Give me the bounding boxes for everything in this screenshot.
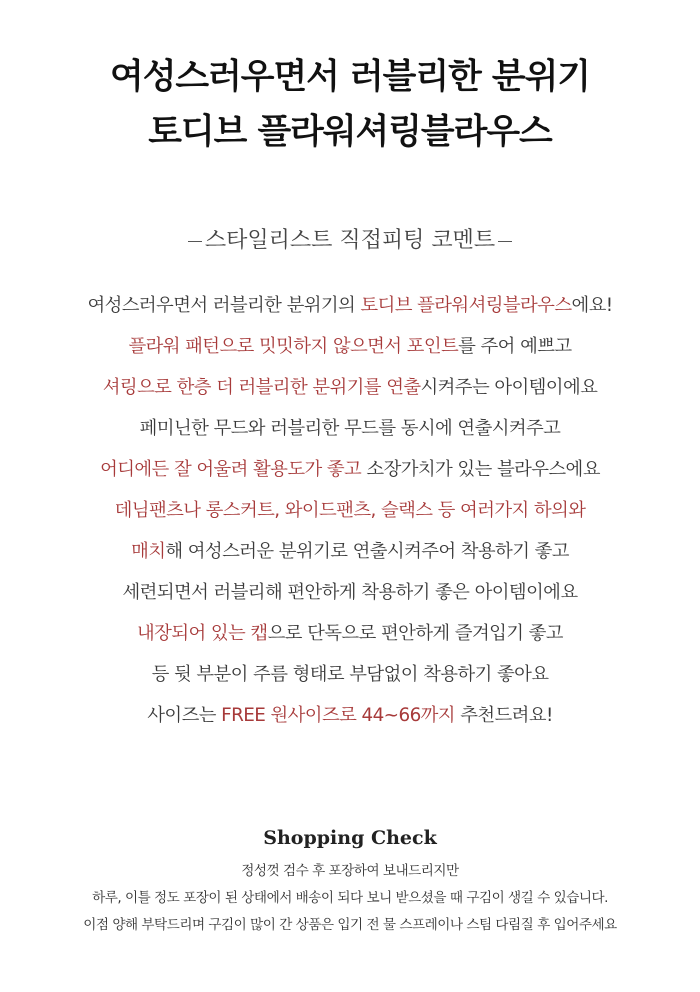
comment-line [0, 572, 700, 613]
comment-line [0, 285, 700, 326]
comment-text: 소장가치가 있는 블라우스에요 [361, 459, 600, 480]
highlighted-text: 플라워 패턴으로 밋밋하지 않으면서 포인트 [128, 336, 459, 357]
comment-text: 해 여성스러운 분위기로 연출시켜주어 착용하기 좋고 [165, 541, 569, 562]
highlighted-text: 어디에든 잘 어울려 활용도가 좋고 [100, 459, 362, 480]
comment-line [0, 654, 700, 695]
title-line-1: 여성스러우면서 러블리한 분위기 [110, 57, 590, 97]
shopping-check-title: Shopping Check [263, 827, 437, 849]
left-dash [188, 241, 202, 242]
comment-text: 등 뒷 부분이 주름 형태로 부담없이 착용하기 좋아요 [151, 664, 549, 685]
highlighted-text: 셔링으로 한층 더 러블리한 분위기를 연출 [102, 377, 421, 398]
comment-line [0, 326, 700, 367]
comment-text: 세련되면서 러블리해 편안하게 착용하기 좋은 아이템이에요 [122, 582, 578, 603]
comment-text: 시켜주는 아이템이에요 [420, 377, 598, 398]
comment-line [0, 695, 700, 736]
comment-text: 사이즈는 [147, 705, 222, 726]
shopping-check-note: 이점 양해 부탁드리며 구김이 많이 간 상품은 입기 전 물 스프레이나 스팀 다림질 후 입어주세요 [83, 917, 617, 933]
comment-line [0, 531, 700, 572]
shopping-check-notes [0, 858, 700, 939]
comment-line [0, 367, 700, 408]
comment-text: 에요! [571, 295, 613, 316]
comment-text: 를 주어 예쁘고 [458, 336, 572, 357]
shopping-check-note: 정성껏 검수 후 포장하여 보내드리지만 [241, 863, 459, 879]
comment-text: 으로 단독으로 편안하게 즐겨입기 좋고 [267, 623, 563, 644]
comment-line [0, 613, 700, 654]
right-dash [498, 241, 512, 242]
stylist-comment-heading [0, 226, 700, 256]
highlighted-text: 토디브 플라워셔링블라우스 [360, 295, 572, 316]
shopping-check-note: 하루, 이틀 정도 포장이 된 상태에서 배송이 되다 보니 받으셨을 때 구김이 생길 수 있습니다. [92, 890, 608, 906]
highlighted-text: FREE 원사이즈로 44~66까지 [221, 705, 455, 726]
title-line-2: 토디브 플라워셔링블라우스 [148, 112, 552, 152]
stylist-comment-text [0, 285, 700, 736]
comment-line [0, 449, 700, 490]
comment-text: 추천드려요! [454, 705, 553, 726]
highlighted-text: 내장되어 있는 캡 [137, 623, 268, 644]
highlighted-text: 데님팬츠나 롱스커트, 와이드팬츠, 슬랙스 등 여러가지 하의와 [114, 500, 586, 521]
comment-line [0, 408, 700, 449]
page-title [0, 50, 700, 160]
comment-line [0, 490, 700, 531]
comment-text: 여성스러우면서 러블리한 분위기의 [87, 295, 361, 316]
comment-text: 페미닌한 무드와 러블리한 무드를 동시에 연출시켜주고 [139, 418, 561, 439]
highlighted-text: 매치 [131, 541, 166, 562]
stylist-comment-label: 스타일리스트 직접피팅 코멘트 [204, 228, 496, 253]
